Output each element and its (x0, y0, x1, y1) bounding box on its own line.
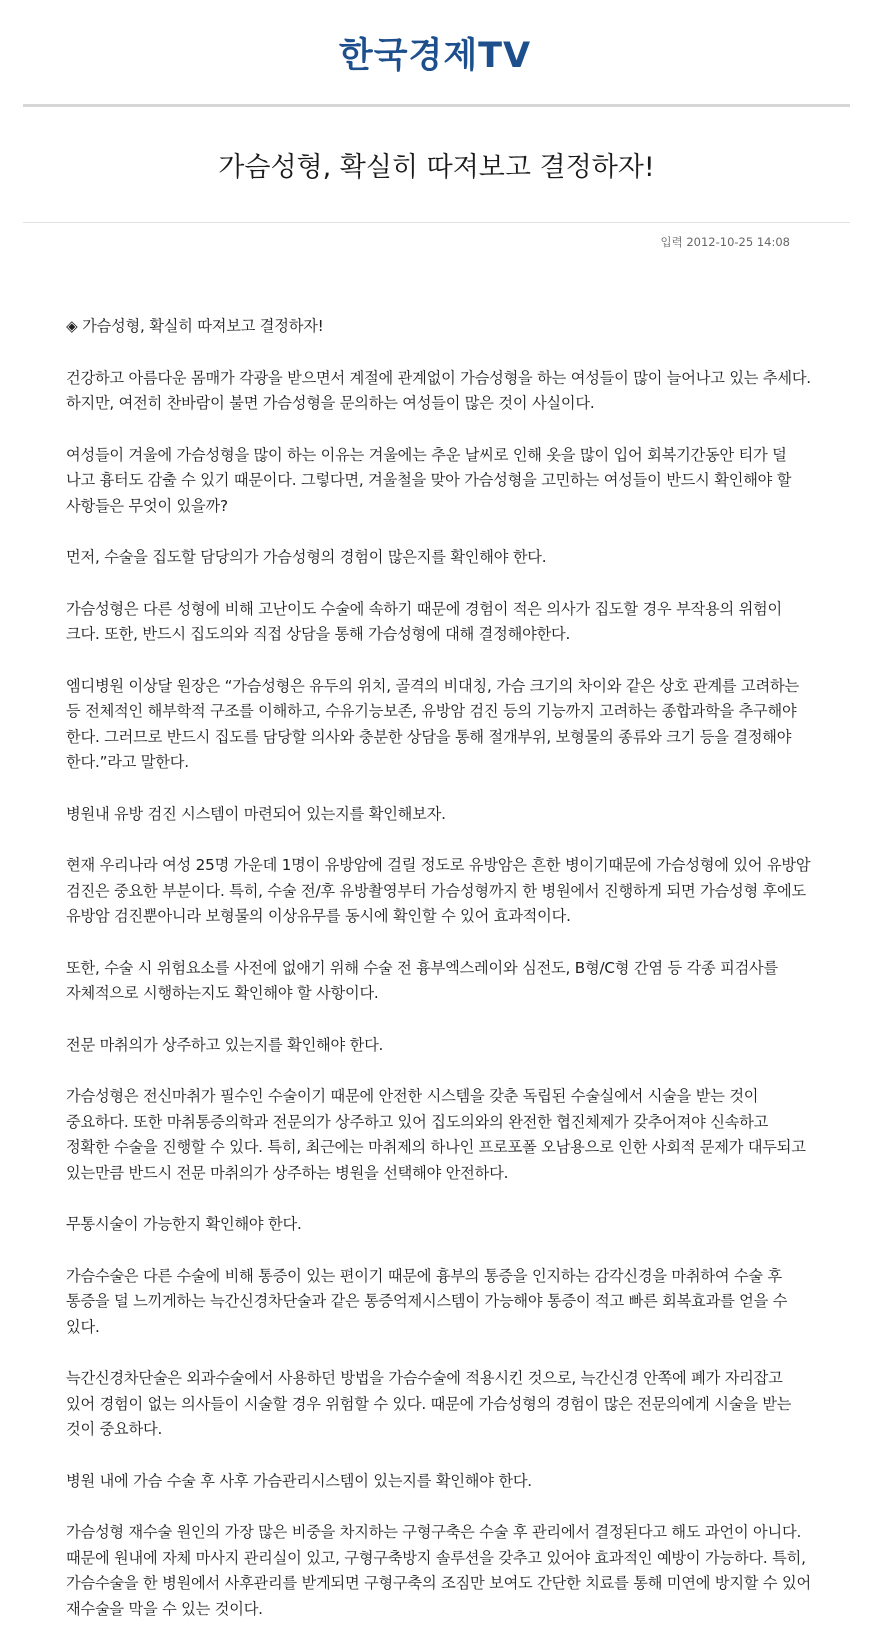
article-paragraph: 가슴성형 재수술 원인의 가장 많은 비중을 차지하는 구형구축은 수술 후 관리에서 결정된다고 해도 과언이 아니다. 때문에 원내에 자체 마사지 관리실이 있고, 구형구축방지 솔루션을 갖추고 있어야 효과적인 예방이 가능하다. 특히, 가슴수술을 한 병원에서 사후관리를 받게되면 구형구축의 조짐만 보여도 간단한 치료를 통해 미연에 방지할 수 있어 재수술을 막을 수 있는 것이다. (66, 1523, 811, 1618)
article-paragraph: 여성들이 겨울에 가슴성형을 많이 하는 이유는 겨울에는 추운 날씨로 인해 옷을 많이 입어 회복기간동안 티가 덜 나고 흉터도 감출 수 있기 때문이다. 그렇다면, 겨울철을 맞아 가슴성형을 고민하는 여성들이 반드시 확인해야 할 사항들은 무엇이 있을까? (66, 445, 792, 515)
site-header (0, 0, 870, 104)
article-paragraph: 병원내 유방 검진 시스템이 마련되어 있는지를 확인해보자. (66, 804, 446, 823)
article-paragraph: 무통시술이 가능한지 확인해야 한다. (66, 1215, 302, 1233)
article-title: 가슴성형, 확실히 따져보고 결정하자! (218, 152, 655, 183)
article-paragraph: ◈ 가슴성형, 확실히 따져보고 결정하자! (66, 317, 324, 335)
site-logo[interactable]: 한국경제TV (338, 36, 532, 76)
article-paragraph: 가슴성형은 다른 성형에 비해 고난이도 수술에 속하기 때문에 경험이 적은 의사가 집도할 경우 부작용의 위험이 크다. 또한, 반드시 집도의와 직접 상담을 통해 가슴성형에 대해 결정해야한다. (66, 599, 782, 643)
article-paragraph: 또한, 수술 시 위험요소를 사전에 없애기 위해 수술 전 흉부엑스레이와 심전도, B형/C형 간염 등 각종 피검사를 자체적으로 시행하는지도 확인해야 할 사항이다. (66, 958, 778, 1002)
article-paragraph: 가슴성형은 전신마취가 필수인 수술이기 때문에 안전한 시스템을 갖춘 독립된 수술실에서 시술을 받는 것이 중요하다. 또한 마취통증의학과 전문의가 상주하고 있어 집도의와의 완전한 협진체제가 갖추어져야 신속하고 정확한 수술을 진행할 수 있다. 특히, 최근에는 마취제의 하나인 프로포폴 오남용으로 인한 사회적 문제가 대두되고 있는만큼 반드시 전문 마취의가 상주하는 병원을 선택해야 안전하다. (66, 1087, 806, 1182)
article-paragraph: 먼저, 수술을 집도할 담당의가 가슴성형의 경험이 많은지를 확인해야 한다. (66, 548, 547, 566)
article-paragraph: 현재 우리나라 여성 25명 가운데 1명이 유방암에 걸릴 정도로 유방암은 흔한 병이기때문에 가슴성형에 있어 유방암 검진은 중요한 부분이다. 특히, 수술 전/후 유방촬영부터 가슴성형까지 한 병원에서 진행하게 되면 가슴성형 후에도 유방암 검진뿐아니라 보형물의 이상유무를 동시에 확인할 수 있어 효과적이다. (66, 856, 811, 925)
article-paragraph: 건강하고 아름다운 몸매가 각광을 받으면서 계절에 관계없이 가슴성형을 하는 여성들이 많이 늘어나고 있는 추세다. 하지만, 여전히 찬바람이 불면 가슴성형을 문의하는 여성들이 많은 것이 사실이다. (66, 368, 811, 412)
publish-date: 입력 2012-10-25 14:08 (660, 235, 790, 249)
article-title-area (23, 107, 850, 223)
article-paragraph: 병원 내에 가슴 수술 후 사후 가슴관리시스템이 있는지를 확인해야 한다. (66, 1471, 532, 1490)
article-paragraph: 전문 마취의가 상주하고 있는지를 확인해야 한다. (66, 1035, 384, 1054)
article-paragraph: 늑간신경차단술은 외과수술에서 사용하던 방법을 가슴수술에 적용시킨 것으로, 늑간신경 안쪽에 폐가 자리잡고 있어 경험이 없는 의사들이 시술할 경우 위험할 수 있다. 때문에 가슴성형의 경험이 많은 전문의에게 시술을 받는 것이 중요하다. (66, 1369, 792, 1438)
article-paragraph: 가슴수술은 다른 수술에 비해 통증이 있는 편이기 때문에 흉부의 통증을 인지하는 감각신경을 마취하여 수술 후 통증을 덜 느끼게하는 늑간신경차단술과 같은 통증억제시스템이 가능해야 통증이 적고 빠른 회복효과를 얻을 수 있다. (66, 1266, 788, 1336)
article-paragraph: 엠디병원 이상달 원장은 “가슴성형은 유두의 위치, 골격의 비대칭, 가슴 크기의 차이와 같은 상호 관계를 고려하는 등 전체적인 해부학적 구조를 이해하고, 수유기능보존, 유방암 검진 등의 기능까지 고려하는 종합과학을 추구해야 한다. 그러므로 반드시 집도를 담당할 의사와 충분한 상담을 통해 절개부위, 보형물의 종류와 크기 등을 결정해야 한다.”라고 말한다. (66, 676, 799, 771)
article-body (66, 314, 812, 1648)
